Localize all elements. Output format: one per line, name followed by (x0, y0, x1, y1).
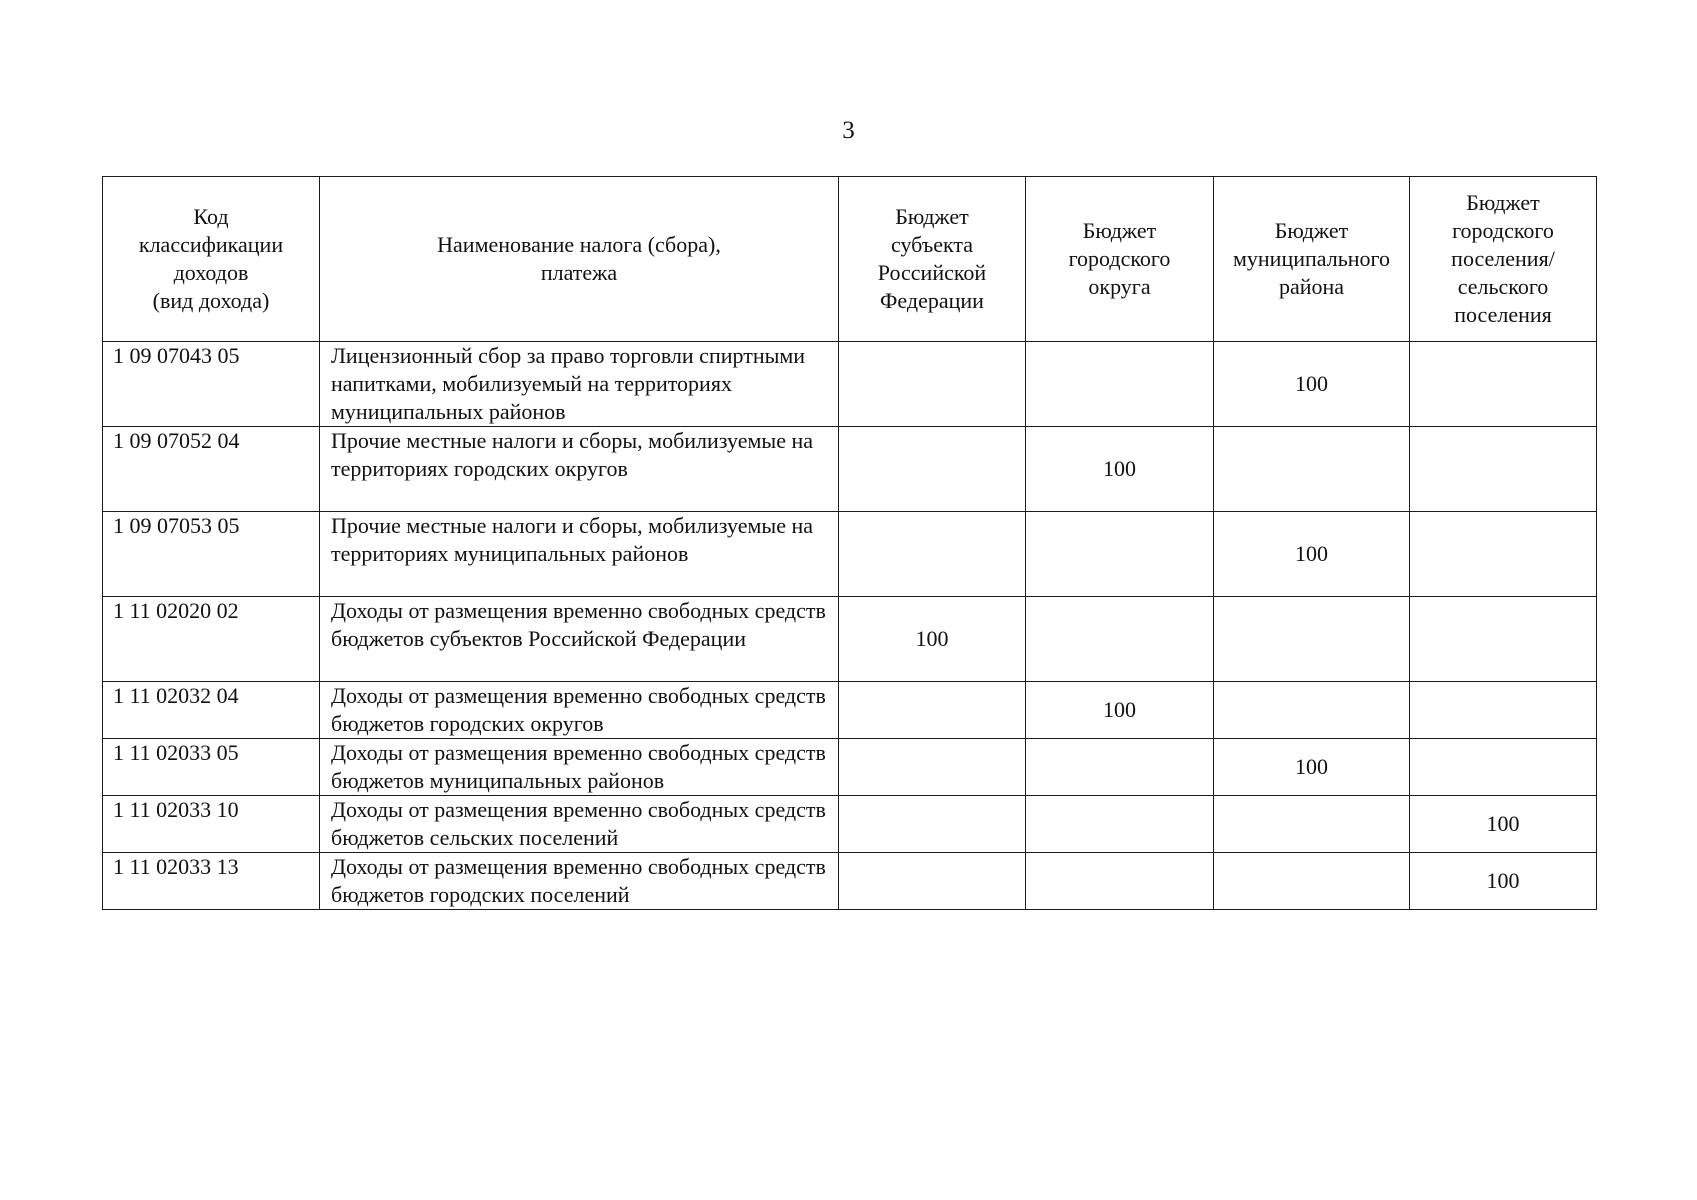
municipal-district-value: 100 (1214, 739, 1410, 796)
municipal-district-value (1214, 682, 1410, 739)
city-district-value (1026, 597, 1214, 682)
municipal-district-value: 100 (1214, 342, 1410, 427)
settlement-value (1410, 342, 1597, 427)
table-header-row (103, 177, 1597, 342)
table-row (103, 682, 1597, 739)
name-cell: Прочие местные налоги и сборы, мобилизуемые на территориях городских округов (320, 427, 839, 512)
municipal-district-value (1214, 597, 1410, 682)
city-district-value (1026, 853, 1214, 910)
table-row (103, 739, 1597, 796)
name-cell: Доходы от размещения временно свободных средств бюджетов субъектов Российской Федерации (320, 597, 839, 682)
settlement-value: 100 (1410, 796, 1597, 853)
header-city-district-budget: Бюджет городского округа (1026, 177, 1214, 342)
settlement-value (1410, 597, 1597, 682)
table-row (103, 342, 1597, 427)
table-row (103, 796, 1597, 853)
subject-value (839, 739, 1026, 796)
table-row (103, 597, 1597, 682)
header-code: Код классификации доходов (вид дохода) (103, 177, 320, 342)
name-cell: Доходы от размещения временно свободных средств бюджетов городских поселений (320, 853, 839, 910)
name-cell: Доходы от размещения временно свободных средств бюджетов муниципальных районов (320, 739, 839, 796)
settlement-value: 100 (1410, 853, 1597, 910)
header-subject-budget: Бюджет субъекта Российской Федерации (839, 177, 1026, 342)
city-district-value: 100 (1026, 682, 1214, 739)
code-cell: 1 09 07052 04 (103, 427, 320, 512)
subject-value (839, 342, 1026, 427)
name-cell: Лицензионный сбор за право торговли спиртными напитками, мобилизуемый на территориях муниципальных районов (320, 342, 839, 427)
code-cell: 1 11 02020 02 (103, 597, 320, 682)
code-cell: 1 11 02032 04 (103, 682, 320, 739)
header-settlement-budget: Бюджет городского поселения/ сельского поселения (1410, 177, 1597, 342)
code-cell: 1 11 02033 13 (103, 853, 320, 910)
subject-value: 100 (839, 597, 1026, 682)
name-cell: Доходы от размещения временно свободных средств бюджетов городских округов (320, 682, 839, 739)
city-district-value (1026, 512, 1214, 597)
name-cell: Доходы от размещения временно свободных средств бюджетов сельских поселений (320, 796, 839, 853)
municipal-district-value (1214, 853, 1410, 910)
subject-value (839, 427, 1026, 512)
municipal-district-value (1214, 796, 1410, 853)
city-district-value: 100 (1026, 427, 1214, 512)
code-cell: 1 11 02033 05 (103, 739, 320, 796)
subject-value (839, 512, 1026, 597)
settlement-value (1410, 512, 1597, 597)
header-name: Наименование налога (сбора), платежа (320, 177, 839, 342)
settlement-value (1410, 739, 1597, 796)
city-district-value (1026, 796, 1214, 853)
revenue-distribution-table (102, 176, 1597, 910)
city-district-value (1026, 342, 1214, 427)
settlement-value (1410, 682, 1597, 739)
code-cell: 1 09 07043 05 (103, 342, 320, 427)
table-row (103, 853, 1597, 910)
table-row (103, 427, 1597, 512)
header-municipal-district-budget: Бюджет муниципального района (1214, 177, 1410, 342)
code-cell: 1 09 07053 05 (103, 512, 320, 597)
page-number: 3 (842, 117, 855, 144)
city-district-value (1026, 739, 1214, 796)
settlement-value (1410, 427, 1597, 512)
table-row (103, 512, 1597, 597)
subject-value (839, 682, 1026, 739)
municipal-district-value (1214, 427, 1410, 512)
subject-value (839, 853, 1026, 910)
municipal-district-value: 100 (1214, 512, 1410, 597)
name-cell: Прочие местные налоги и сборы, мобилизуемые на территориях муниципальных районов (320, 512, 839, 597)
subject-value (839, 796, 1026, 853)
code-cell: 1 11 02033 10 (103, 796, 320, 853)
